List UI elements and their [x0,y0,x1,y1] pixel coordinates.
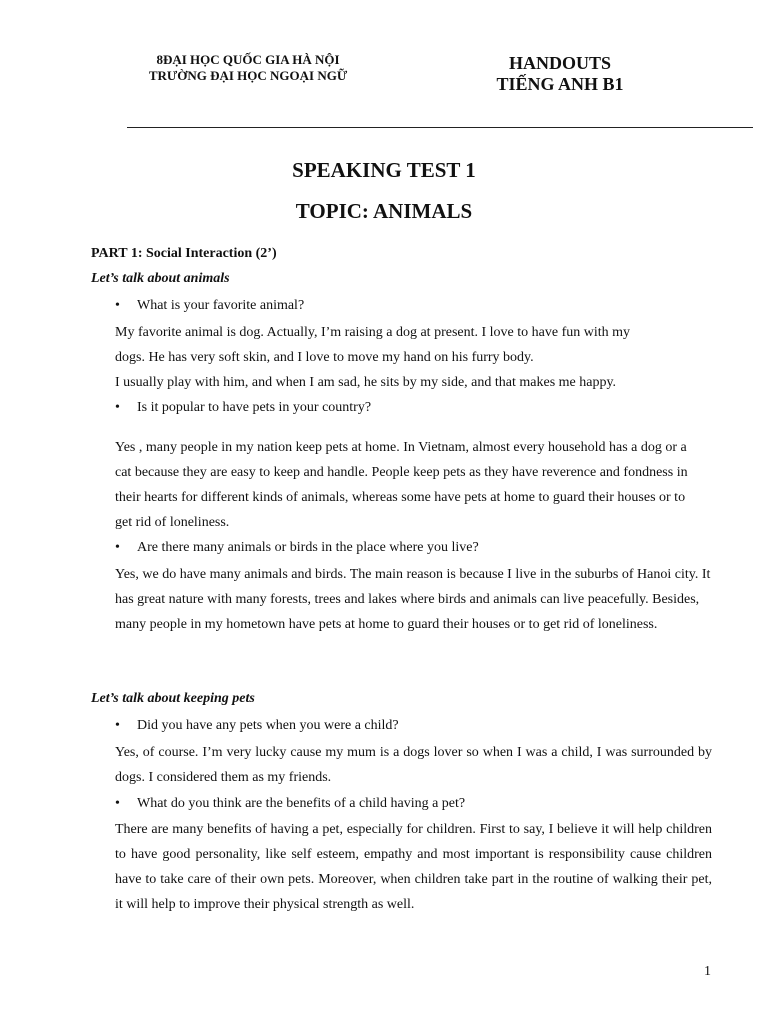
bullet-icon: • [115,298,120,313]
bullet-icon: • [115,400,120,415]
bullet-icon: • [115,796,120,811]
handout-header [470,53,650,95]
question-item [115,718,399,734]
question-item [115,400,371,416]
answer-paragraph: Yes , many people in my nation keep pets at home. In Vietnam, almost every household has a dog or a cat because they are easy to keep and handle. People keep pets as they have reverence and fondness in their hearts for different kinds of animals, whereas some have pets at home to guard their houses or to get rid of loneliness. [115,440,688,530]
question-item [115,540,479,556]
section-heading-keeping-pets: Let’s talk about keeping pets [91,691,255,706]
question-item [115,298,304,314]
question-text: Are there many animals or birds in the place where you live? [137,540,479,555]
faculty-name: TRƯỜNG ĐẠI HỌC NGOẠI NGỮ [148,68,348,83]
page-title: SPEAKING TEST 1 [292,158,476,182]
bullet-icon: • [115,540,120,555]
answer-paragraph: Yes, we do have many animals and birds. The main reason is because I live in the suburbs of Hanoi city. It has great nature with many forests, trees and lakes where birds and animals can live peacefully. Besides, many people in my hometown have pets at home to guard their houses or to get rid of loneliness. [115,567,711,632]
university-header [118,52,378,84]
answer-paragraph: There are many benefits of having a pet, especially for children. First to say, I believe it will help children to have good personality, like self esteem, empathy and most important is responsibility cause children have to take care of their own pets. Moreover, when children take part in the routine of walking their pet, it will help to improve their physical strength as well. [115,822,712,912]
answer-line: dogs. He has very soft skin, and I love to move my hand on his furry body. [115,350,534,365]
course-name: TIẾNG ANH B1 [496,74,624,94]
bullet-icon: • [115,718,120,733]
page-number: 1 [704,964,711,979]
section-heading-animals: Let’s talk about animals [91,271,230,286]
question-text: Did you have any pets when you were a child? [137,718,399,733]
handout-label: HANDOUTS [508,53,611,73]
question-text: What do you think are the benefits of a child having a pet? [137,796,466,811]
part-heading: PART 1: Social Interaction (2’) [91,246,277,261]
question-text: What is your favorite animal? [137,298,305,313]
answer-paragraph: Yes, of course. I’m very lucky cause my mum is a dogs lover so when I was a child, I was surrounded by dogs. I considered them as my friends. [115,745,712,785]
question-item [115,796,465,812]
answer-paragraph [115,320,712,395]
question-text: Is it popular to have pets in your country? [137,400,372,415]
topic-title: TOPIC: ANIMALS [295,199,473,223]
answer-line: I usually play with him, and when I am sad, he sits by my side, and that makes me happy. [115,375,617,390]
header-divider [127,127,753,128]
answer-line: My favorite animal is dog. Actually, I’m raising a dog at present. I love to have fun with my [115,325,631,340]
university-name: 8ĐẠI HỌC QUỐC GIA HÀ NỘI [156,52,340,67]
